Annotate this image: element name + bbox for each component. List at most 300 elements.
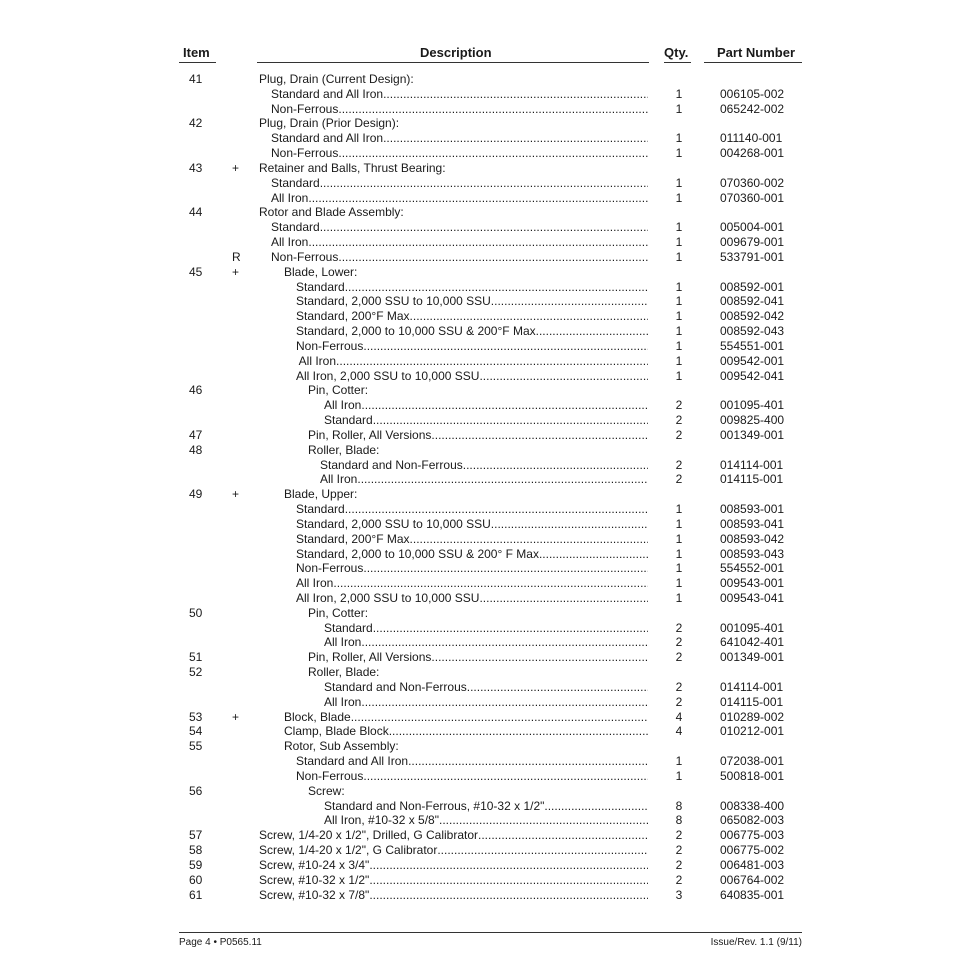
quantity: 1 [675, 576, 683, 591]
dot-leader [437, 843, 648, 858]
part-number: 072038-001 [720, 754, 785, 769]
table-row [0, 799, 980, 814]
description-text: Plug, Drain (Prior Design): [259, 116, 400, 131]
dot-leader [373, 621, 648, 636]
description-text: Standard and All Iron [271, 131, 384, 146]
table-row [0, 294, 980, 309]
table-row [0, 87, 980, 102]
description-text: Standard, 2,000 SSU to 10,000 SSU [296, 516, 491, 531]
dot-leader [431, 428, 648, 443]
table-row [0, 72, 980, 87]
part-number: 001349-001 [720, 427, 785, 442]
table-row [0, 413, 980, 428]
quantity: 8 [675, 798, 683, 813]
description-text: Standard [271, 175, 320, 190]
table-row [0, 784, 980, 799]
description-text: Non-Ferrous [296, 561, 364, 576]
part-number: 554552-001 [720, 561, 785, 576]
description-cell [259, 72, 648, 87]
description-text: All Iron, #10-32 x 5/8" [324, 813, 439, 828]
description-text: All Iron [320, 472, 358, 487]
quantity: 2 [675, 694, 683, 709]
item-number: 59 [189, 857, 203, 872]
quantity: 1 [675, 531, 683, 546]
quantity: 4 [675, 709, 683, 724]
description-text: All Iron, 2,000 SSU to 10,000 SSU [296, 368, 480, 383]
part-number: 500818-001 [720, 768, 785, 783]
description-cell [320, 458, 648, 473]
table-row [0, 517, 980, 532]
dot-leader [544, 799, 648, 814]
item-number: 57 [189, 828, 203, 843]
part-number: 014115-001 [720, 472, 784, 487]
description-cell [259, 116, 648, 131]
quantity: 1 [675, 294, 683, 309]
description-cell [284, 710, 648, 725]
description-cell [324, 398, 648, 413]
revision-mark: + [232, 264, 240, 279]
description-cell [271, 191, 648, 206]
table-row [0, 339, 980, 354]
table-row [0, 146, 980, 161]
item-number: 55 [189, 739, 203, 754]
dot-leader [439, 813, 648, 828]
header-rule-description [257, 62, 649, 63]
description-cell [259, 828, 648, 843]
table-row [0, 813, 980, 828]
header-rule-item [179, 62, 216, 63]
quantity: 2 [675, 650, 683, 665]
quantity: 2 [675, 472, 683, 487]
description-cell [284, 265, 648, 280]
description-cell [324, 680, 648, 695]
table-row [0, 769, 980, 784]
description-text: All Iron [271, 235, 309, 250]
dot-leader [369, 888, 648, 903]
table-row [0, 547, 980, 562]
dot-leader [338, 146, 648, 161]
table-row [0, 398, 980, 413]
dot-leader [345, 280, 648, 295]
part-number: 009542-041 [720, 368, 785, 383]
part-number: 014114-001 [720, 457, 784, 472]
item-number: 53 [189, 709, 203, 724]
part-number: 001095-401 [720, 398, 785, 413]
table-row [0, 383, 980, 398]
description-text: Standard [324, 413, 373, 428]
table-row [0, 487, 980, 502]
dot-leader [479, 591, 648, 606]
part-number: 010289-002 [720, 709, 785, 724]
description-cell [324, 813, 648, 828]
description-cell [296, 309, 648, 324]
quantity: 1 [675, 502, 683, 517]
description-cell [296, 339, 648, 354]
quantity: 1 [675, 235, 683, 250]
quantity: 1 [675, 279, 683, 294]
description-cell [259, 873, 648, 888]
item-number: 49 [189, 487, 203, 502]
quantity: 8 [675, 813, 683, 828]
description-text: Non-Ferrous [296, 768, 364, 783]
table-row [0, 739, 980, 754]
part-number: 009543-001 [720, 576, 785, 591]
quantity: 1 [675, 516, 683, 531]
table-row [0, 369, 980, 384]
description-text: Non-Ferrous [271, 249, 339, 264]
description-text: Pin, Cotter: [308, 605, 369, 620]
description-cell [271, 87, 648, 102]
description-text: Non-Ferrous [296, 338, 364, 353]
description-text: Standard [324, 620, 373, 635]
quantity: 1 [675, 175, 683, 190]
quantity: 1 [675, 131, 683, 146]
quantity: 1 [675, 101, 683, 116]
part-number: 010212-001 [720, 724, 785, 739]
dot-leader [338, 102, 648, 117]
part-number: 006481-003 [720, 857, 785, 872]
description-cell [271, 250, 648, 265]
part-number: 008592-001 [720, 279, 785, 294]
header-rule-part-number [704, 62, 802, 63]
dot-leader [369, 858, 648, 873]
table-row [0, 428, 980, 443]
description-cell [296, 369, 648, 384]
item-number: 46 [189, 383, 203, 398]
table-row [0, 591, 980, 606]
description-text: All Iron [296, 576, 334, 591]
dot-leader [491, 517, 648, 532]
part-number: 006775-003 [720, 828, 785, 843]
table-row [0, 280, 980, 295]
quantity: 2 [675, 872, 683, 887]
dot-leader [431, 650, 648, 665]
dot-leader [336, 354, 648, 369]
part-number: 009679-001 [720, 235, 785, 250]
table-row [0, 191, 980, 206]
quantity: 2 [675, 398, 683, 413]
quantity: 1 [675, 249, 683, 264]
quantity: 2 [675, 620, 683, 635]
dot-leader [373, 413, 648, 428]
table-row [0, 650, 980, 665]
column-header-part-number: Part Number [717, 45, 796, 60]
part-number: 011140-001 [720, 131, 783, 146]
quantity: 1 [675, 86, 683, 101]
part-number: 640835-001 [720, 887, 785, 902]
table-row [0, 754, 980, 769]
description-text: Pin, Roller, All Versions [308, 427, 432, 442]
description-text: Retainer and Balls, Thrust Bearing: [259, 160, 446, 175]
description-cell [271, 146, 648, 161]
description-text: Standard and All Iron [296, 754, 409, 769]
description-cell [324, 799, 648, 814]
part-number: 554551-001 [720, 338, 785, 353]
part-number: 008592-042 [720, 309, 785, 324]
description-cell [259, 205, 648, 220]
dot-leader [479, 369, 648, 384]
description-cell [308, 428, 648, 443]
description-text: Pin, Cotter: [308, 383, 369, 398]
dot-leader [320, 176, 648, 191]
description-cell [308, 606, 648, 621]
table-row [0, 250, 980, 265]
footer-page-id: Page 4 • P0565.11 [179, 937, 262, 948]
description-cell [271, 235, 648, 250]
description-text: All Iron [324, 398, 362, 413]
description-cell [284, 724, 648, 739]
revision-mark: + [232, 487, 240, 502]
description-text: Standard, 200°F Max. [296, 531, 413, 546]
revision-mark: R [232, 249, 241, 264]
table-row [0, 309, 980, 324]
part-number: 008338-400 [720, 798, 785, 813]
item-number: 58 [189, 843, 203, 858]
footer-revision: Issue/Rev. 1.1 (9/11) [710, 937, 802, 948]
column-header-item: Item [183, 45, 210, 60]
description-cell [308, 383, 648, 398]
quantity: 1 [675, 324, 683, 339]
table-row [0, 858, 980, 873]
item-number: 42 [189, 116, 203, 131]
dot-leader [369, 873, 648, 888]
quantity: 2 [675, 457, 683, 472]
description-cell [271, 131, 648, 146]
part-number: 008592-043 [720, 324, 785, 339]
part-number: 008593-001 [720, 502, 785, 517]
description-cell [324, 621, 648, 636]
description-cell [308, 665, 648, 680]
table-row [0, 665, 980, 680]
part-number: 014114-001 [720, 679, 784, 694]
description-cell [296, 591, 648, 606]
item-number: 41 [189, 72, 203, 86]
quantity: 4 [675, 724, 683, 739]
description-cell [296, 547, 648, 562]
table-row [0, 532, 980, 547]
description-text: Pin, Roller, All Versions [308, 650, 432, 665]
description-text: Standard and Non-Ferrous, #10-32 x 1/2" [324, 798, 545, 813]
quantity: 1 [675, 146, 683, 161]
dot-leader [320, 220, 648, 235]
item-number: 56 [189, 783, 203, 798]
part-number: 641042-401 [720, 635, 785, 650]
dot-leader [491, 294, 648, 309]
table-row [0, 161, 980, 176]
dot-leader [408, 754, 648, 769]
table-row [0, 324, 980, 339]
part-number: 065242-002 [720, 101, 785, 116]
part-number: 004268-001 [720, 146, 785, 161]
revision-mark: + [232, 709, 240, 724]
description-cell [296, 532, 648, 547]
quantity: 2 [675, 857, 683, 872]
description-text: Rotor and Blade Assembly: [259, 205, 404, 220]
quantity: 2 [675, 843, 683, 858]
quantity: 1 [675, 368, 683, 383]
description-cell [308, 650, 648, 665]
table-row [0, 235, 980, 250]
description-text: All Iron [296, 353, 337, 368]
description-cell [296, 517, 648, 532]
description-cell [271, 220, 648, 235]
description-text: Standard [296, 279, 345, 294]
description-cell [320, 472, 648, 487]
description-text: Roller, Blade: [308, 442, 380, 457]
description-cell [259, 888, 648, 903]
table-row [0, 710, 980, 725]
dot-leader [389, 724, 648, 739]
dot-leader [308, 235, 648, 250]
table-row [0, 561, 980, 576]
item-number: 45 [189, 264, 203, 279]
description-cell [296, 561, 648, 576]
dot-leader [357, 472, 648, 487]
dot-leader [363, 769, 648, 784]
dot-leader [413, 309, 648, 324]
table-row [0, 443, 980, 458]
dot-leader [478, 828, 648, 843]
part-number: 008592-041 [720, 294, 785, 309]
table-row [0, 888, 980, 903]
description-text: Block, Blade [284, 709, 351, 724]
part-number: 065082-003 [720, 813, 785, 828]
description-text: Screw, #10-32 x 7/8" [259, 887, 370, 902]
table-row [0, 472, 980, 487]
description-text: Non-Ferrous [271, 101, 339, 116]
description-cell [296, 769, 648, 784]
description-text: Blade, Lower: [284, 264, 358, 279]
description-text: Rotor, Sub Assembly: [284, 739, 399, 754]
description-cell [259, 858, 648, 873]
dot-leader [467, 680, 648, 695]
part-number: 006105-002 [720, 86, 785, 101]
dot-leader [308, 191, 648, 206]
quantity: 3 [675, 887, 683, 902]
part-number: 533791-001 [720, 249, 785, 264]
description-cell [284, 487, 648, 502]
description-cell [324, 635, 648, 650]
item-number: 60 [189, 872, 203, 887]
description-cell [296, 294, 648, 309]
column-header-qty: Qty. [664, 45, 689, 60]
dot-leader [333, 576, 648, 591]
description-text: Roller, Blade: [308, 665, 380, 680]
quantity: 1 [675, 309, 683, 324]
description-cell [324, 695, 648, 710]
description-cell [296, 280, 648, 295]
description-cell [284, 739, 648, 754]
description-text: Standard, 2,000 to 10,000 SSU & 200° F Max. [296, 546, 543, 561]
revision-mark: + [232, 160, 240, 175]
description-text: Standard [296, 502, 345, 517]
table-row [0, 176, 980, 191]
part-number: 009542-001 [720, 353, 785, 368]
part-number: 008593-042 [720, 531, 785, 546]
table-row [0, 635, 980, 650]
dot-leader [351, 710, 648, 725]
part-number: 006764-002 [720, 872, 785, 887]
dot-leader [338, 250, 648, 265]
item-number: 61 [189, 887, 203, 902]
table-row [0, 680, 980, 695]
dot-leader [542, 547, 648, 562]
dot-leader [361, 635, 648, 650]
quantity: 2 [675, 828, 683, 843]
item-number: 50 [189, 605, 203, 620]
dot-leader [463, 458, 648, 473]
description-cell [271, 102, 648, 117]
table-row [0, 220, 980, 235]
item-number: 52 [189, 665, 203, 680]
description-text: Blade, Upper: [284, 487, 358, 502]
description-text: Screw: [308, 783, 345, 798]
description-cell [308, 443, 648, 458]
part-number: 009543-041 [720, 590, 785, 605]
description-cell [296, 576, 648, 591]
dot-leader [383, 131, 648, 146]
part-number: 008593-043 [720, 546, 785, 561]
quantity: 1 [675, 353, 683, 368]
dot-leader [345, 502, 648, 517]
table-row [0, 724, 980, 739]
description-text: Standard, 200°F Max. [296, 309, 413, 324]
description-text: Non-Ferrous [271, 146, 339, 161]
quantity: 1 [675, 338, 683, 353]
description-text: All Iron [271, 190, 309, 205]
description-text: Screw, #10-32 x 1/2" [259, 872, 370, 887]
parts-list [0, 72, 980, 902]
table-row [0, 606, 980, 621]
item-number: 47 [189, 427, 203, 442]
part-number: 009825-400 [720, 413, 785, 428]
item-number: 43 [189, 160, 203, 175]
description-text: Screw, 1/4-20 x 1/2", G Calibrator [259, 843, 438, 858]
description-text: Standard [271, 220, 320, 235]
description-cell [296, 354, 648, 369]
part-number: 006775-002 [720, 843, 785, 858]
item-number: 54 [189, 724, 203, 739]
table-row [0, 873, 980, 888]
table-row [0, 116, 980, 131]
part-number: 008593-041 [720, 516, 785, 531]
part-number: 070360-002 [720, 175, 785, 190]
table-row [0, 828, 980, 843]
part-number: 001095-401 [720, 620, 785, 635]
table-row [0, 502, 980, 517]
quantity: 1 [675, 546, 683, 561]
quantity: 1 [675, 190, 683, 205]
description-text: All Iron [324, 694, 362, 709]
quantity: 2 [675, 635, 683, 650]
header-rule-qty [664, 62, 691, 63]
description-cell [259, 843, 648, 858]
quantity: 2 [675, 679, 683, 694]
description-text: Standard, 2,000 SSU to 10,000 SSU [296, 294, 491, 309]
column-header-description: Description [420, 45, 492, 60]
description-text: Screw, #10-24 x 3/4" [259, 857, 370, 872]
part-number: 014115-001 [720, 694, 784, 709]
quantity: 1 [675, 590, 683, 605]
table-row [0, 354, 980, 369]
quantity: 1 [675, 768, 683, 783]
description-cell [259, 161, 648, 176]
description-text: Standard and Non-Ferrous [320, 457, 463, 472]
quantity: 2 [675, 427, 683, 442]
description-text: Standard and Non-Ferrous [324, 679, 467, 694]
table-row [0, 102, 980, 117]
quantity: 1 [675, 561, 683, 576]
